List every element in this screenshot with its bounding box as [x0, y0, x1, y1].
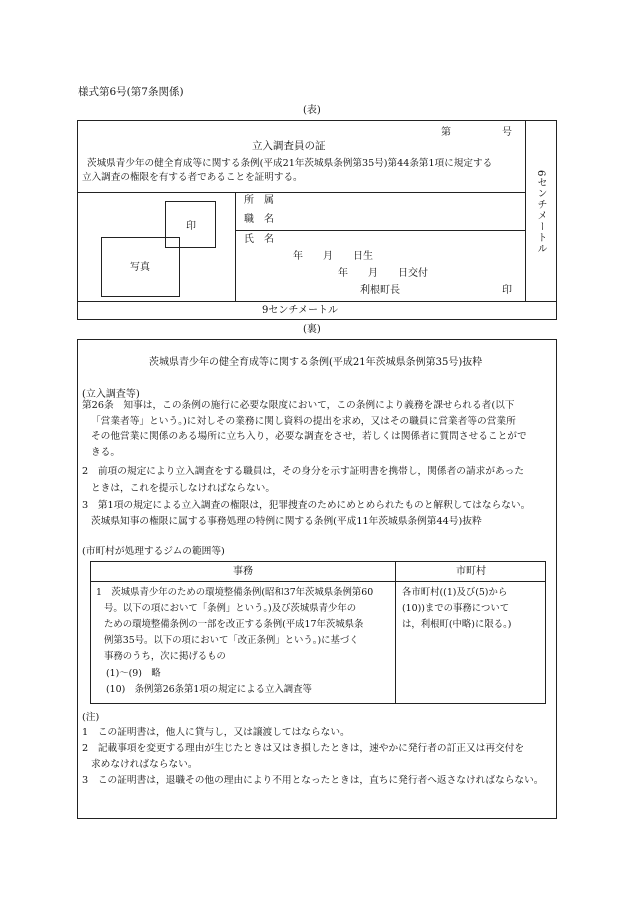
affiliation-label: 所 属	[244, 195, 274, 206]
card-statement-line-2: 立入調査の権限を有する者であることを証明する。	[82, 172, 303, 183]
table-municipality-line-3: は，利根町(中略)に限る。)	[402, 619, 512, 630]
table-municipality-line-1: 各市町村((1)及び(5)から	[402, 587, 508, 598]
issue-date-line: 年 月 日交付	[338, 268, 428, 279]
note-2-line-2: 求めなければならない。	[91, 759, 198, 770]
article-26-para-2-line-2: ときは，これを提示しなければならない。	[91, 483, 276, 494]
card-title: 立入調査員の証	[252, 140, 326, 152]
photo-label: 写真	[130, 262, 150, 273]
note-1: 1 この証明書は，他人に貸与し，又は譲渡してはならない。	[82, 727, 350, 738]
special-ordinance-title: 茨城県知事の権限に属する事務処理の特例に関する条例(平成11年茨城県条例第44号)抜粋	[91, 516, 482, 527]
card-number-suffix: 号	[502, 127, 512, 138]
scope-table	[90, 561, 546, 704]
front-card-top-divider	[77, 192, 525, 193]
table-header-affairs: 事務	[233, 566, 253, 577]
article-26-para-3: 3 第1項の規定による立入調査の権限は，犯罪捜査のためにめとめられたものと解釈してはならない。	[82, 500, 531, 511]
table-affairs-line-7: (10) 条例第26条第1項の規定による立入調査等	[106, 684, 312, 695]
article-26-line-3: その他営業に関係のある場所に立ち入り，必要な調査をさせ，若しくは関係者に質問させることがで	[91, 431, 527, 443]
issuer-seal-mark: 印	[502, 285, 512, 296]
table-municipality-line-2: (10))までの事務について	[402, 603, 510, 614]
front-card-right-divider	[525, 120, 526, 301]
front-card-photo-divider	[235, 192, 236, 301]
name-label: 氏 名	[244, 234, 274, 245]
issuer-name: 利根町長	[360, 285, 400, 296]
table-affairs-line-5: 事務のうち，次に掲げるもの	[104, 651, 226, 662]
table-affairs-line-4: 例第35号。以下の項において「改正条例」という。)に基づく	[104, 635, 359, 646]
card-number-prefix: 第	[441, 127, 451, 138]
card-statement-line-1: 茨城県青少年の健全育成等に関する条例(平成21年茨城県条例第35号)第44条第1項に規定する	[87, 158, 493, 169]
front-card-name-divider	[235, 230, 525, 231]
section-title: (立入調査等)	[82, 389, 140, 400]
front-card-bottom-divider	[77, 301, 557, 302]
scope-table-header-divider	[90, 581, 546, 582]
table-affairs-line-6: (1)～(9) 略	[106, 668, 161, 679]
article-26-line-4: きる。	[91, 447, 121, 459]
note-2-line-1: 2 記載事項を変更する理由が生じたときは又はき損したときは，速やかに発行者の訂正又は再交付を	[82, 743, 525, 754]
position-label: 職 名	[244, 214, 274, 225]
birth-date-line: 年 月 日生	[293, 251, 373, 262]
table-header-municipality: 市町村	[456, 566, 486, 577]
article-26	[82, 400, 527, 459]
back-side-label: (裏)	[303, 324, 321, 335]
height-note: 6センチメートル	[535, 170, 546, 255]
scope-title: (市町村が処理するジムの範囲等)	[82, 546, 225, 557]
article-26-para-2-line-1: 2 前項の規定により立入調査をする職員は，その身分を示す証明書を携帯し，関係者の請求があった	[82, 466, 525, 477]
ordinance-title: 茨城県青少年の健全育成等に関する条例(平成21年茨城県条例第35号)抜粋	[149, 357, 483, 368]
seal-label: 印	[186, 221, 196, 232]
scope-table-column-divider	[395, 561, 396, 704]
article-26-line-2: 「営業者等」という。)に対しその業務に関し資料の提出を求め，又はその職員に営業者等の営業所	[91, 415, 516, 427]
note-3: 3 この証明書は，退職その他の理由により不用となったときは，直ちに発行者へ返さなければならない。	[82, 775, 544, 786]
table-affairs-line-1: 1 茨城県青少年のための環境整備条例(昭和37年茨城県条例第60	[96, 587, 374, 598]
width-note: 9センチメートル	[262, 305, 338, 316]
table-affairs-line-3: ための環境整備条例の一部を改正する条例(平成17年茨城県条	[104, 619, 364, 630]
article-26-line-1: 第26条 知事は，この条例の施行に必要な限度において，この条例により義務を課せられる者(以下	[82, 400, 515, 411]
form-number-header: 様式第6号(第7条関係)	[78, 86, 184, 98]
front-side-label: (表)	[303, 105, 321, 116]
notes-title: (注)	[82, 712, 100, 723]
table-affairs-line-2: 号。以下の項において「条例」という。)及び茨城県青少年の	[104, 603, 357, 614]
